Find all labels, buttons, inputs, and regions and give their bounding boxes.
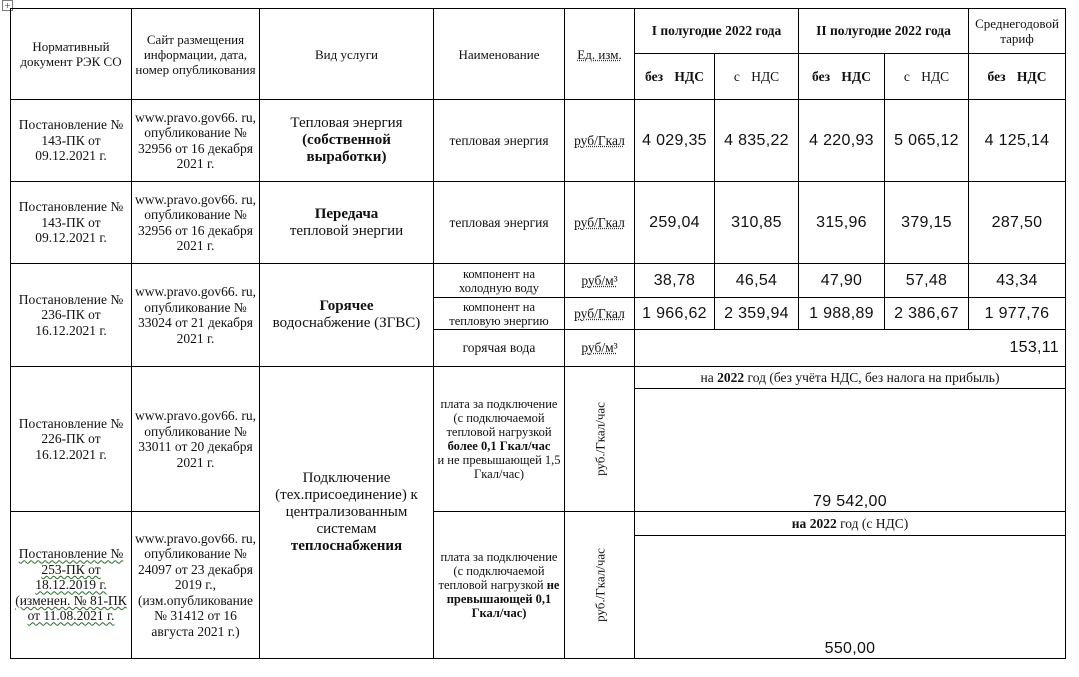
table-row xyxy=(11,182,1066,264)
row1-site: www.pravo.gov66. ru, опубликование № 32956 от 16 декабря 2021 г. xyxy=(132,100,260,182)
row1-h1-vat: 4 835,22 xyxy=(715,100,799,182)
row3-heat-h2-vat: 2 386,67 xyxy=(885,298,969,330)
row3-cold-unit: руб/м³ xyxy=(565,264,635,298)
row2-h2-vat: 379,15 xyxy=(885,182,969,264)
table-row xyxy=(11,100,1066,182)
sub-h1-vat: с НДС xyxy=(715,54,799,100)
connection-service: Подключение (тех.присоединение) к централизованным системам теплоснабжения xyxy=(260,367,434,659)
table-row xyxy=(11,367,1066,389)
row1-h2-no-vat: 4 220,93 xyxy=(799,100,885,182)
row2-h1-no-vat: 259,04 xyxy=(635,182,715,264)
row2-document: Постановление № 143-ПК от 09.12.2021 г. xyxy=(11,182,132,264)
row3-site: www.pravo.gov66. ru, опубликование № 33024 от 21 декабря 2021 г. xyxy=(132,264,260,367)
row2-h1-vat: 310,85 xyxy=(715,182,799,264)
row3-document: Постановление № 236-ПК от 16.12.2021 г. xyxy=(11,264,132,367)
row3-heat-h1-no-vat: 1 966,62 xyxy=(635,298,715,330)
row1-name: тепловая энергия xyxy=(434,100,565,182)
sub-h1-no-vat: без НДС xyxy=(635,54,715,100)
row2-name: тепловая энергия xyxy=(434,182,565,264)
table-row xyxy=(11,512,1066,536)
row5-site: www.pravo.gov66. ru, опубликование № 24097 от 23 декабря 2019 г., (изм.опубликование № 31412 от 16 августа 2021 г.) xyxy=(132,512,260,659)
row1-avg: 4 125,14 xyxy=(969,100,1066,182)
row3-heat-unit: руб/Гкал xyxy=(565,298,635,330)
row5-value: 550,00 xyxy=(635,536,1066,659)
row4-name: плата за подключение (с подключаемой тепловой нагрузкой более 0,1 Гкал/час и не превышающей 1,5 Гкал/час) xyxy=(434,367,565,512)
row3-cold-h1-no-vat: 38,78 xyxy=(635,264,715,298)
tariff-table xyxy=(10,8,1066,659)
row3-heat-name: компонент на тепловую энергию xyxy=(434,298,565,330)
row4-caption: на 2022 год (без учёта НДС, без налога на прибыль) xyxy=(635,367,1066,389)
row4-value: 79 542,00 xyxy=(635,389,1066,512)
row5-name: плата за подключение (с подключаемой тепловой нагрузкой не превышающей 0,1 Гкал/час) xyxy=(434,512,565,659)
header-second-half: II полугодие 2022 года xyxy=(799,9,969,54)
row1-h1-no-vat: 4 029,35 xyxy=(635,100,715,182)
header-document: Нормативный документ РЭК СО xyxy=(11,9,132,100)
header-row xyxy=(11,9,1066,54)
table-row xyxy=(11,264,1066,298)
row1-unit: руб/Гкал xyxy=(565,100,635,182)
row1-service: Тепловая энергия (собственной выработки) xyxy=(260,100,434,182)
row4-document: Постановление № 226-ПК от 16.12.2021 г. xyxy=(11,367,132,512)
header-site: Сайт размещения информации, дата, номер опубликования xyxy=(132,9,260,100)
row3-service: Горячее водоснабжение (ЗГВС) xyxy=(260,264,434,367)
row2-service: Передача тепловой энергии xyxy=(260,182,434,264)
row3-cold-h1-vat: 46,54 xyxy=(715,264,799,298)
row3-heat-h1-vat: 2 359,94 xyxy=(715,298,799,330)
row5-unit: руб./Гкал/час xyxy=(565,512,635,659)
row2-h2-no-vat: 315,96 xyxy=(799,182,885,264)
row2-avg: 287,50 xyxy=(969,182,1066,264)
row5-caption: на 2022 год (с НДС) xyxy=(635,512,1066,536)
sub-h2-vat: с НДС xyxy=(885,54,969,100)
sub-avg-no-vat: без НДС xyxy=(969,54,1066,100)
sub-h2-no-vat: без НДС xyxy=(799,54,885,100)
row1-h2-vat: 5 065,12 xyxy=(885,100,969,182)
row2-unit: руб/Гкал xyxy=(565,182,635,264)
row3-cold-name: компонент на холодную воду xyxy=(434,264,565,298)
row3-hot-name: горячая вода xyxy=(434,330,565,367)
row5-document: Постановление № 253-ПК от 18.12.2019 г. (изменен. № 81-ПК от 11.08.2021 г. xyxy=(11,512,132,659)
row4-unit: руб./Гкал/час xyxy=(565,367,635,512)
row3-cold-avg: 43,34 xyxy=(969,264,1066,298)
row3-cold-h2-vat: 57,48 xyxy=(885,264,969,298)
row2-site: www.pravo.gov66. ru, опубликование № 32956 от 16 декабря 2021 г. xyxy=(132,182,260,264)
row3-cold-h2-no-vat: 47,90 xyxy=(799,264,885,298)
header-name: Наименование xyxy=(434,9,565,100)
header-first-half: I полугодие 2022 года xyxy=(635,9,799,54)
header-unit: Ед. изм. xyxy=(565,9,635,100)
row3-heat-h2-no-vat: 1 988,89 xyxy=(799,298,885,330)
header-service: Вид услуги xyxy=(260,9,434,100)
row3-hot-value: 153,11 xyxy=(635,330,1066,367)
header-average: Среднегодовой тариф xyxy=(969,9,1066,54)
table-move-handle-icon[interactable]: + xyxy=(2,0,13,11)
row3-heat-avg: 1 977,76 xyxy=(969,298,1066,330)
row3-hot-unit: руб/м³ xyxy=(565,330,635,367)
row1-document: Постановление № 143-ПК от 09.12.2021 г. xyxy=(11,100,132,182)
row4-site: www.pravo.gov66. ru, опубликование № 33011 от 20 декабря 2021 г. xyxy=(132,367,260,512)
